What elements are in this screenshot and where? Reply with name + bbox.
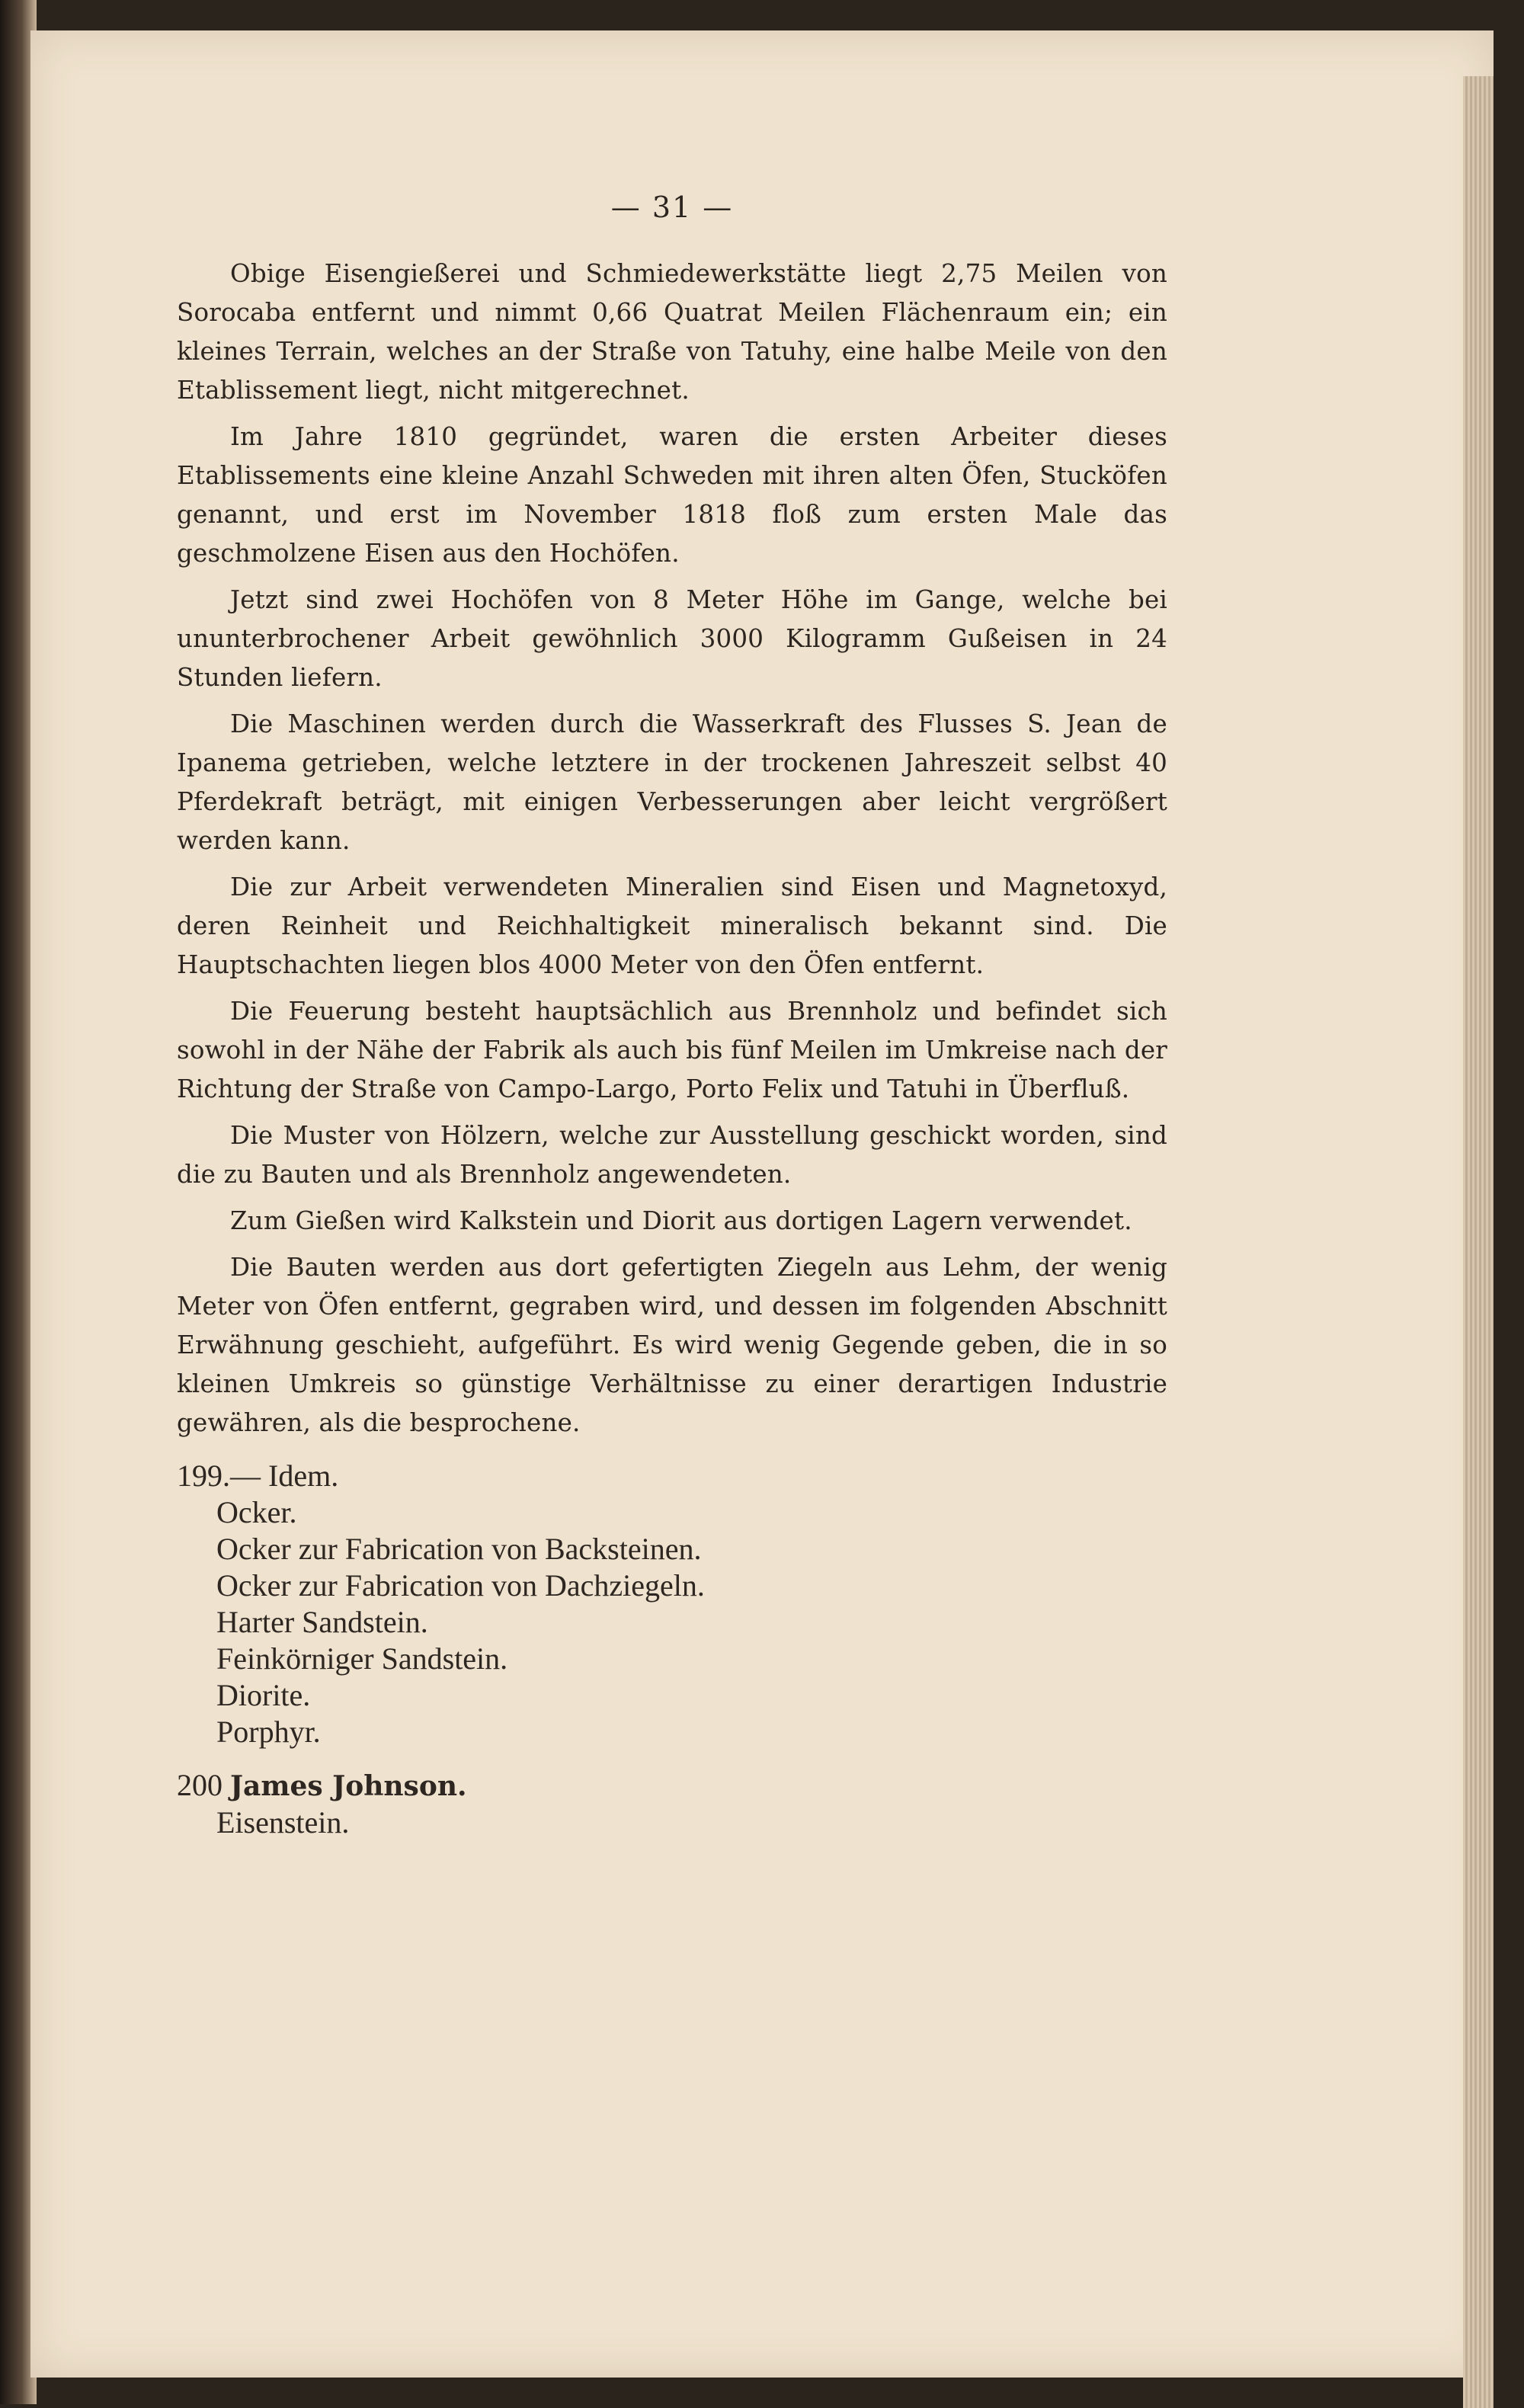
entry-heading [177,1767,1167,1804]
paragraph: Die zur Arbeit verwendeten Mineralien sind Eisen und Magnetoxyd, deren Reinheit und Reichhaltigkeit mineralisch bekannt sind. Die Hauptschachten liegen blos 4000 Meter von den Öfen entfernt. [177,873,1167,979]
entry-title: Idem. [268,1459,339,1493]
entry-item: Ocker. [216,1495,297,1529]
entry-item: Ocker zur Fabrication von Backsteinen. [216,1532,702,1566]
paragraph: Obige Eisengießerei und Schmiedewerkstätte liegt 2,75 Meilen von Sorocaba entfernt und nimmt 0,66 Quatrat Meilen Flächenraum ein; ein kleines Terrain, welches an der Straße von Tatuhy, eine halbe Meile von den Etablissement liegt, nicht mitgerechnet. [177,259,1167,405]
catalog-entry [177,1767,1167,1841]
entry-number: 200 [177,1768,223,1802]
paragraph: Jetzt sind zwei Hochöfen von 8 Meter Höhe im Gange, welche bei ununterbrochener Arbeit gewöhnlich 3000 Kilogramm Gußeisen in 24 Stunden liefern. [177,585,1167,692]
entry-item: Eisenstein. [216,1805,350,1840]
page-edges [1463,76,1494,2408]
entry-items [216,1804,1167,1841]
entry-item: Diorite. [216,1678,311,1712]
entry-number: 199.— [177,1459,261,1493]
entry-item: Ocker zur Fabrication von Dachziegeln. [216,1568,705,1603]
entry-item: Porphyr. [216,1715,321,1749]
page-number: — 31 — [610,191,734,224]
paragraph: Im Jahre 1810 gegründet, waren die ersten Arbeiter dieses Etablissements eine kleine Anzahl Schweden mit ihren alten Öfen, Stucköfen genannt, und erst im November 1818 floß zum ersten Male das geschmolzene Eisen aus den Hochöfen. [177,422,1167,568]
entry-title: James Johnson. [230,1770,467,1802]
paragraph: Die Bauten werden aus dort gefertigten Ziegeln aus Lehm, der wenig Meter von Öfen entfernt, gegraben wird, und dessen im folgenden Abschnitt Erwähnung geschieht, aufgeführt. Es wird wenig Gegende geben, die in so kleinen Umkreis so günstige Verhältnisse zu einer derartigen Industrie gewähren, als die besprochene. [177,1253,1167,1437]
entry-item: Harter Sandstein. [216,1605,428,1639]
entry-heading [177,1458,1167,1494]
page-content [177,191,1167,1858]
paragraph: Die Maschinen werden durch die Wasserkraft des Flusses S. Jean de Ipanema getrieben, welche letztere in der trockenen Jahreszeit selbst 40 Pferdekraft beträgt, mit einigen Verbesserungen aber leicht vergrößert werden kann. [177,709,1167,855]
entry-item: Feinkörniger Sandstein. [216,1641,508,1676]
paragraph: Die Muster von Hölzern, welche zur Ausstellung geschickt worden, sind die zu Bauten und als Brennholz angewendeten. [177,1121,1167,1189]
entry-items [216,1494,1167,1750]
catalog-entry [177,1458,1167,1750]
catalog-entries [177,1458,1167,1841]
paragraph: Zum Gießen wird Kalkstein und Diorit aus dortigen Lagern verwendet. [230,1206,1132,1235]
paragraph: Die Feuerung besteht hauptsächlich aus Brennholz und befindet sich sowohl in der Nähe der Fabrik als auch bis fünf Meilen im Umkreise nach der Richtung der Straße von Campo-Largo, Porto Felix und Tatuhi in Überfluß. [177,997,1167,1103]
